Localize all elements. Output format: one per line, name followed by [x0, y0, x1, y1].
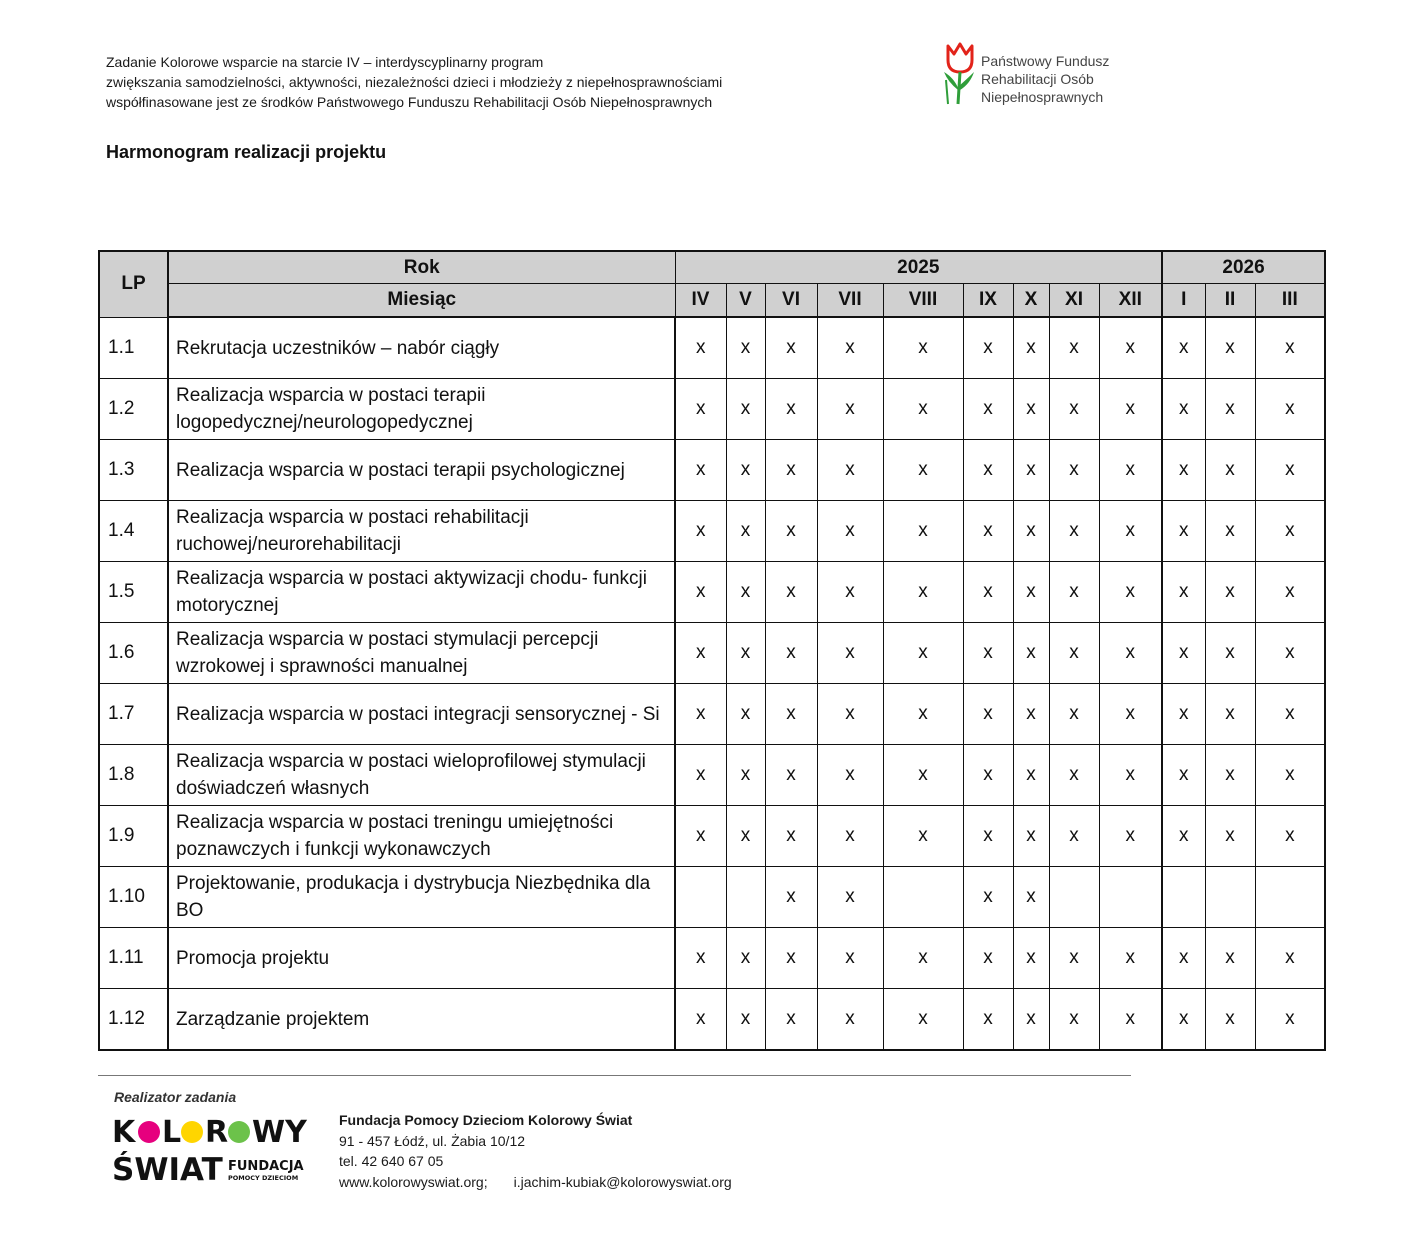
org-website-link[interactable]: www.kolorowyswiat.org;	[339, 1173, 488, 1190]
year-header-2026: 2026	[1162, 251, 1325, 284]
schedule-mark: x	[726, 440, 765, 501]
schedule-mark: x	[1162, 501, 1205, 562]
row-number: 1.3	[99, 440, 168, 501]
table-row	[99, 501, 1325, 562]
schedule-mark: x	[1049, 562, 1099, 623]
schedule-mark: x	[963, 440, 1013, 501]
schedule-mark: x	[883, 989, 963, 1051]
lp-header: LP	[99, 251, 168, 317]
schedule-mark	[675, 867, 726, 928]
svg-text:L: L	[162, 1115, 182, 1150]
schedule-mark: x	[1013, 684, 1049, 745]
schedule-mark: x	[675, 745, 726, 806]
kolorowy-logo-letters	[112, 1115, 308, 1186]
schedule-mark: x	[1255, 562, 1325, 623]
schedule-mark: x	[1013, 867, 1049, 928]
task-name: Realizacja wsparcia w postaci integracji sensorycznej - Si	[168, 684, 675, 745]
row-number: 1.10	[99, 867, 168, 928]
month-header: III	[1255, 284, 1325, 318]
schedule-mark: x	[883, 684, 963, 745]
schedule-mark: x	[883, 440, 963, 501]
schedule-mark: x	[765, 317, 817, 379]
schedule-mark	[1162, 867, 1205, 928]
month-header: XI	[1049, 284, 1099, 318]
month-header: II	[1205, 284, 1255, 318]
schedule-mark: x	[675, 501, 726, 562]
row-number: 1.5	[99, 562, 168, 623]
task-name: Realizacja wsparcia w postaci terapii psychologicznej	[168, 440, 675, 501]
table-row	[99, 684, 1325, 745]
row-number: 1.6	[99, 623, 168, 684]
schedule-mark: x	[1162, 684, 1205, 745]
month-header: XII	[1099, 284, 1162, 318]
pfron-line-2: Rehabilitacji Osób	[981, 71, 1094, 87]
schedule-mark: x	[675, 379, 726, 440]
schedule-mark: x	[1049, 928, 1099, 989]
org-email-link[interactable]: i.jachim-kubiak@kolorowyswiat.org	[513, 1173, 732, 1190]
schedule-mark: x	[1205, 379, 1255, 440]
task-name: Rekrutacja uczestników – nabór ciągły	[168, 317, 675, 379]
schedule-mark: x	[1255, 806, 1325, 867]
schedule-mark: x	[1099, 928, 1162, 989]
kolorowy-swiat-logo	[112, 1112, 317, 1186]
schedule-mark: x	[765, 562, 817, 623]
schedule-mark: x	[883, 562, 963, 623]
schedule-mark: x	[675, 989, 726, 1051]
schedule-mark: x	[883, 379, 963, 440]
schedule-mark: x	[817, 317, 883, 379]
schedule-mark: x	[883, 806, 963, 867]
schedule-mark: x	[765, 867, 817, 928]
schedule-mark: x	[1049, 989, 1099, 1051]
schedule-mark: x	[883, 501, 963, 562]
schedule-mark: x	[765, 440, 817, 501]
schedule-mark: x	[675, 806, 726, 867]
schedule-mark: x	[1013, 562, 1049, 623]
task-name: Realizacja wsparcia w postaci treningu umiejętności poznawczych i funkcji wykonawczych	[168, 806, 675, 867]
schedule-mark: x	[1099, 989, 1162, 1051]
schedule-mark: x	[963, 867, 1013, 928]
schedule-mark	[1255, 867, 1325, 928]
schedule-mark: x	[1049, 623, 1099, 684]
schedule-mark: x	[963, 317, 1013, 379]
schedule-mark: x	[726, 562, 765, 623]
schedule-mark: x	[1013, 623, 1049, 684]
schedule-mark: x	[1049, 501, 1099, 562]
header-line-1: Zadanie Kolorowe wsparcie na starcie IV – interdyscyplinarny program	[106, 54, 544, 70]
rok-header: Rok	[168, 251, 675, 284]
task-name: Realizacja wsparcia w postaci stymulacji percepcji wzrokowej i sprawności manualnej	[168, 623, 675, 684]
schedule-mark: x	[726, 806, 765, 867]
row-number: 1.4	[99, 501, 168, 562]
schedule-mark: x	[1049, 684, 1099, 745]
schedule-mark: x	[883, 928, 963, 989]
schedule-mark	[1049, 867, 1099, 928]
task-name: Realizacja wsparcia w postaci wieloprofilowej stymulacji doświadczeń własnych	[168, 745, 675, 806]
schedule-mark: x	[883, 745, 963, 806]
task-name: Promocja projektu	[168, 928, 675, 989]
schedule-mark: x	[1013, 989, 1049, 1051]
svg-text:POMOCY DZIECIOM: POMOCY DZIECIOM	[228, 1174, 299, 1182]
schedule-mark: x	[1013, 501, 1049, 562]
task-name: Realizacja wsparcia w postaci aktywizacji chodu- funkcji motorycznej	[168, 562, 675, 623]
schedule-mark: x	[1013, 928, 1049, 989]
schedule-mark: x	[963, 379, 1013, 440]
schedule-mark: x	[1205, 745, 1255, 806]
row-number: 1.1	[99, 317, 168, 379]
schedule-mark: x	[726, 379, 765, 440]
schedule-mark: x	[1205, 317, 1255, 379]
schedule-mark: x	[963, 501, 1013, 562]
schedule-mark: x	[1013, 745, 1049, 806]
schedule-mark: x	[1049, 317, 1099, 379]
schedule-mark: x	[1255, 623, 1325, 684]
schedule-mark: x	[1099, 440, 1162, 501]
schedule-mark: x	[1013, 379, 1049, 440]
table-row	[99, 317, 1325, 379]
row-number: 1.12	[99, 989, 168, 1051]
schedule-mark: x	[1205, 562, 1255, 623]
schedule-mark: x	[726, 745, 765, 806]
logo-letter-k: K	[112, 1115, 136, 1150]
month-header: IV	[675, 284, 726, 318]
schedule-mark: x	[1162, 623, 1205, 684]
schedule-mark: x	[726, 623, 765, 684]
schedule-mark: x	[1099, 317, 1162, 379]
svg-text:R: R	[205, 1115, 229, 1150]
project-header	[106, 52, 722, 112]
schedule-mark: x	[726, 928, 765, 989]
schedule-mark: x	[765, 501, 817, 562]
schedule-mark: x	[1255, 379, 1325, 440]
task-name: Zarządzanie projektem	[168, 989, 675, 1051]
schedule-mark: x	[1205, 684, 1255, 745]
document-title: Harmonogram realizacji projektu	[106, 142, 387, 162]
schedule-mark: x	[1205, 989, 1255, 1051]
task-name: Projektowanie, produkacja i dystrybucja Niezbędnika dla BO	[168, 867, 675, 928]
row-number: 1.11	[99, 928, 168, 989]
schedule-mark: x	[1049, 379, 1099, 440]
schedule-mark: x	[1013, 317, 1049, 379]
schedule-mark	[1205, 867, 1255, 928]
row-number: 1.2	[99, 379, 168, 440]
month-header: V	[726, 284, 765, 318]
schedule-mark: x	[1205, 623, 1255, 684]
schedule-mark: x	[1162, 745, 1205, 806]
schedule-mark: x	[726, 317, 765, 379]
schedule-mark: x	[817, 623, 883, 684]
table-row	[99, 440, 1325, 501]
schedule-mark: x	[765, 623, 817, 684]
schedule-mark: x	[1162, 440, 1205, 501]
row-number: 1.8	[99, 745, 168, 806]
footer-divider	[98, 1075, 1131, 1076]
month-header: VIII	[883, 284, 963, 318]
schedule-mark: x	[883, 317, 963, 379]
schedule-mark: x	[883, 623, 963, 684]
year-header-2025: 2025	[675, 251, 1162, 284]
schedule-mark: x	[1162, 806, 1205, 867]
table-row	[99, 379, 1325, 440]
schedule-mark: x	[817, 989, 883, 1051]
schedule-mark: x	[1205, 440, 1255, 501]
schedule-mark: x	[1099, 806, 1162, 867]
schedule-mark: x	[1255, 440, 1325, 501]
row-number: 1.9	[99, 806, 168, 867]
table-row	[99, 989, 1325, 1051]
pfron-line-1: Państwowy Fundusz	[981, 53, 1110, 69]
schedule-mark: x	[675, 623, 726, 684]
svg-text:ŚWIAT: ŚWIAT	[112, 1152, 223, 1186]
schedule-mark: x	[1049, 806, 1099, 867]
schedule-mark: x	[1255, 989, 1325, 1051]
org-name: Fundacja Pomocy Dzieciom Kolorowy Świat	[339, 1112, 633, 1128]
schedule-mark: x	[817, 745, 883, 806]
schedule-mark: x	[726, 684, 765, 745]
schedule-mark: x	[765, 806, 817, 867]
schedule-mark: x	[1205, 928, 1255, 989]
schedule-mark: x	[1255, 317, 1325, 379]
schedule-mark: x	[1013, 806, 1049, 867]
pfron-logo	[940, 40, 1140, 110]
schedule-mark: x	[963, 562, 1013, 623]
schedule-mark: x	[963, 928, 1013, 989]
task-name: Realizacja wsparcia w postaci terapii logopedycznej/neurologopedycznej	[168, 379, 675, 440]
schedule-mark: x	[817, 379, 883, 440]
schedule-mark: x	[1099, 745, 1162, 806]
table-row	[99, 745, 1325, 806]
schedule-mark	[726, 867, 765, 928]
schedule-mark: x	[963, 745, 1013, 806]
schedule-mark: x	[1099, 623, 1162, 684]
schedule-mark: x	[1255, 501, 1325, 562]
pfron-line-3: Niepełnosprawnych	[981, 89, 1104, 105]
schedule-mark: x	[1049, 745, 1099, 806]
schedule-mark: x	[1205, 501, 1255, 562]
task-name: Realizacja wsparcia w postaci rehabilitacji ruchowej/neurorehabilitacji	[168, 501, 675, 562]
realizator-label: Realizator zadania	[114, 1089, 237, 1105]
schedule-mark: x	[817, 928, 883, 989]
month-header: VII	[817, 284, 883, 318]
table-row	[99, 867, 1325, 928]
schedule-mark: x	[675, 928, 726, 989]
schedule-mark: x	[1255, 928, 1325, 989]
schedule-mark: x	[1162, 379, 1205, 440]
schedule-mark: x	[1162, 562, 1205, 623]
month-header: VI	[765, 284, 817, 318]
schedule-mark: x	[963, 684, 1013, 745]
schedule-mark: x	[1099, 501, 1162, 562]
month-header: I	[1162, 284, 1205, 318]
table-row	[99, 928, 1325, 989]
schedule-mark: x	[1162, 928, 1205, 989]
schedule-mark: x	[1162, 317, 1205, 379]
month-header: X	[1013, 284, 1049, 318]
svg-text:WY: WY	[252, 1115, 307, 1150]
schedule-mark: x	[1255, 684, 1325, 745]
schedule-mark: x	[675, 440, 726, 501]
schedule-mark: x	[1049, 440, 1099, 501]
schedule-mark: x	[1255, 745, 1325, 806]
header-line-2: zwiększania samodzielności, aktywności, niezależności dzieci i młodzieży z niepełnosprawnościami	[106, 74, 723, 90]
tulip-icon	[940, 40, 980, 106]
schedule-mark: x	[963, 989, 1013, 1051]
schedule-mark: x	[1013, 440, 1049, 501]
schedule-mark: x	[675, 684, 726, 745]
schedule-mark: x	[817, 867, 883, 928]
schedule-mark: x	[765, 684, 817, 745]
schedule-mark: x	[765, 928, 817, 989]
schedule-mark: x	[765, 379, 817, 440]
schedule-mark: x	[963, 623, 1013, 684]
schedule-mark: x	[765, 745, 817, 806]
table-row	[99, 806, 1325, 867]
schedule-mark: x	[963, 806, 1013, 867]
schedule-table	[98, 250, 1326, 1051]
schedule-mark: x	[765, 989, 817, 1051]
schedule-mark: x	[817, 806, 883, 867]
schedule-mark: x	[1099, 379, 1162, 440]
schedule-mark	[883, 867, 963, 928]
miesiac-header: Miesiąc	[168, 284, 675, 318]
org-phone: tel. 42 640 67 05	[339, 1153, 444, 1169]
schedule-mark: x	[817, 684, 883, 745]
schedule-mark: x	[817, 562, 883, 623]
table-row	[99, 623, 1325, 684]
organization-info	[339, 1110, 732, 1192]
schedule-mark: x	[1099, 684, 1162, 745]
schedule-mark: x	[675, 317, 726, 379]
svg-text:FUNDACJA: FUNDACJA	[228, 1159, 304, 1174]
schedule-mark: x	[726, 501, 765, 562]
month-header: IX	[963, 284, 1013, 318]
schedule-mark	[1099, 867, 1162, 928]
header-line-3: współfinasowane jest ze środków Państwowego Funduszu Rehabilitacji Osób Niepełnosprawnych	[106, 94, 713, 110]
org-address: 91 - 457 Łódź, ul. Żabia 10/12	[339, 1132, 526, 1149]
schedule-mark: x	[817, 501, 883, 562]
schedule-mark: x	[675, 562, 726, 623]
schedule-mark: x	[817, 440, 883, 501]
table-row	[99, 562, 1325, 623]
row-number: 1.7	[99, 684, 168, 745]
schedule-mark: x	[1205, 806, 1255, 867]
schedule-mark: x	[1162, 989, 1205, 1051]
schedule-mark: x	[1099, 562, 1162, 623]
schedule-mark: x	[726, 989, 765, 1051]
